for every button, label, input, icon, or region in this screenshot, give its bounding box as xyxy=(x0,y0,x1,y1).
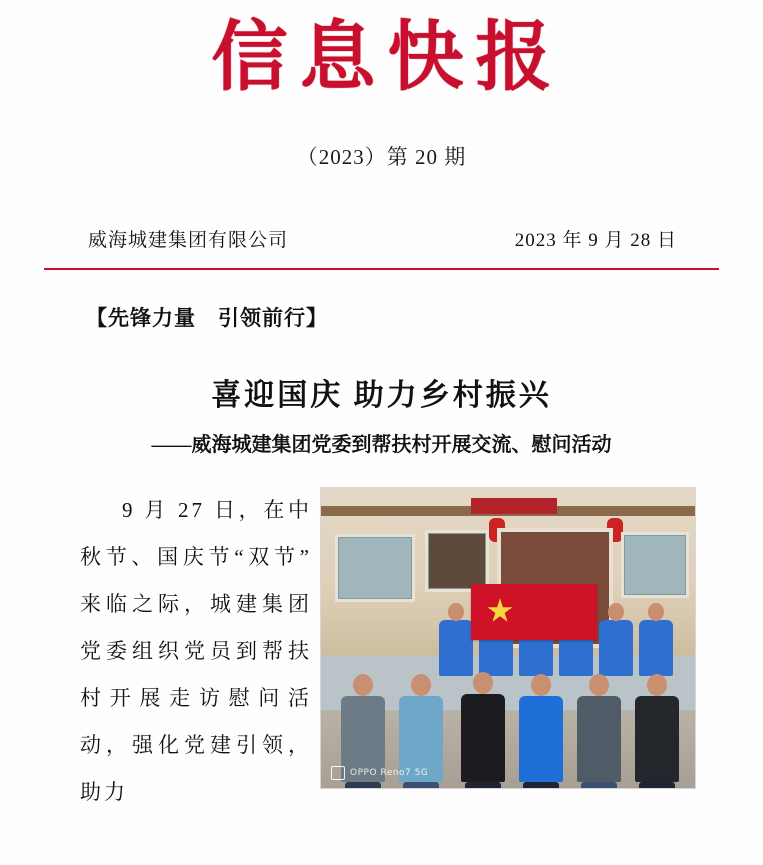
photo-person xyxy=(439,620,473,676)
organization-name: 威海城建集团有限公司 xyxy=(88,230,289,252)
article-content xyxy=(0,487,763,816)
article-headline: 喜迎国庆 助力乡村振兴 xyxy=(211,379,552,413)
article-body-column xyxy=(80,487,312,816)
header-row xyxy=(0,225,763,252)
photo-party-flag xyxy=(471,584,597,640)
photo-person xyxy=(519,696,563,782)
publication-title: 信息快报 xyxy=(211,12,564,101)
article-subheadline: ——威海城建集团党委到帮扶村开展交流、慰问活动 xyxy=(151,434,612,457)
camera-icon xyxy=(331,766,345,780)
photo-person xyxy=(577,696,621,782)
photo-person xyxy=(461,694,505,782)
photo-person xyxy=(639,620,673,676)
photo-window-mid xyxy=(425,530,489,592)
group-photo xyxy=(320,487,696,789)
issue-number: （2023）第 20 期 xyxy=(296,145,467,170)
article-kicker: 【先锋力量 引领前行】 xyxy=(86,306,328,331)
photo-red-banner xyxy=(471,498,557,514)
header-divider xyxy=(44,268,719,270)
photo-watermark-text: OPPO Reno7 5G xyxy=(350,768,429,779)
photo-window-right xyxy=(621,532,689,598)
photo-person xyxy=(599,620,633,676)
photo-window-left xyxy=(335,534,415,602)
masthead xyxy=(0,0,763,171)
publication-date: 2023 年 9 月 28 日 xyxy=(514,230,677,252)
photo-person xyxy=(635,696,679,782)
article-body-text: 9 月 27 日，在中秋节、国庆节“双节”来临之际，城建集团党委组织党员到帮扶村开展走访慰问活动，强化党建引领，助力 xyxy=(80,498,312,805)
article-photo-wrapper xyxy=(320,487,703,789)
photo-watermark xyxy=(331,766,428,780)
